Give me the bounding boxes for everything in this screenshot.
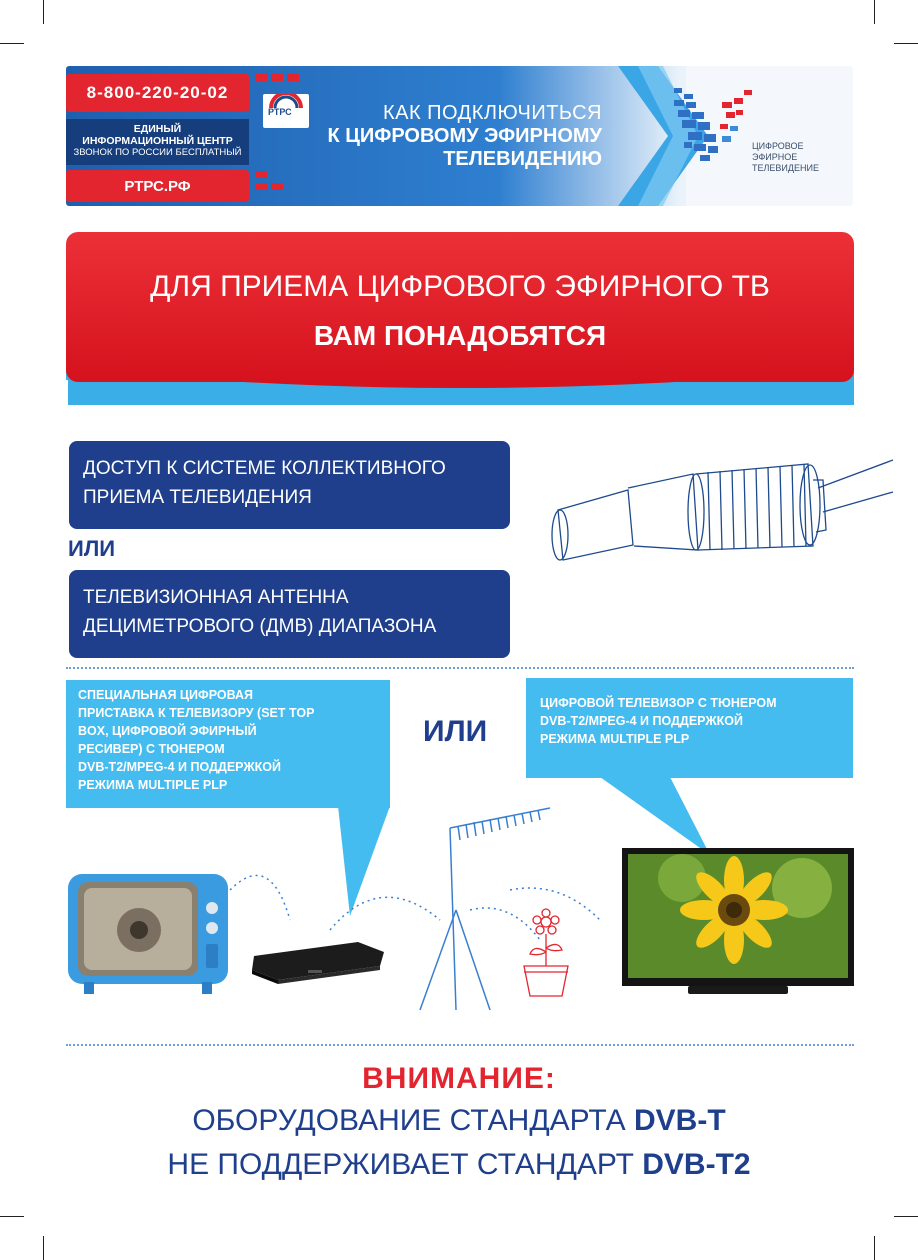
banner-line-2: ВАМ ПОНАДОБЯТСЯ bbox=[313, 320, 607, 351]
flower-pot-icon bbox=[516, 908, 576, 998]
option2-line-2: ДЕЦИМЕТРОВОГО (ДМВ) ДИАПАЗОНА bbox=[83, 616, 437, 637]
stb-line: РЕЖИМА MULTIPLE PLP bbox=[78, 778, 228, 792]
crop-mark bbox=[874, 0, 875, 24]
decor-square bbox=[287, 74, 299, 81]
divider-line bbox=[66, 1044, 854, 1046]
tv-callout-pointer bbox=[600, 777, 720, 857]
info-center-box bbox=[66, 119, 249, 165]
stb-description bbox=[66, 680, 390, 808]
option2-line-1: ТЕЛЕВИЗИОННАЯ АНТЕННА bbox=[83, 587, 349, 608]
crop-mark bbox=[0, 1216, 24, 1217]
warning-line-2-text: НЕ ПОДДЕРЖИВАЕТ СТАНДАРТ bbox=[167, 1148, 643, 1181]
tv-line: ЦИФРОВОЙ ТЕЛЕВИЗОР С ТЮНЕРОМ bbox=[540, 696, 777, 710]
cdtv-caption bbox=[752, 141, 819, 174]
info-line-2: ИНФОРМАЦИОННЫЙ ЦЕНТР bbox=[82, 135, 233, 147]
decor-square bbox=[255, 171, 267, 178]
header-title-line-2: К ЦИФРОВОМУ ЭФИРНОМУ bbox=[327, 125, 602, 147]
stb-line: DVB-T2/MPEG-4 И ПОДДЕРЖКОЙ bbox=[78, 760, 281, 774]
main-banner bbox=[66, 232, 854, 382]
cdtv-line-1: ЦИФРОВОЕ bbox=[752, 141, 804, 151]
or-label-1: ИЛИ bbox=[68, 536, 116, 561]
rtrs-logo-text: РТРС bbox=[268, 107, 292, 117]
tv-line: DVB-T2/MPEG-4 И ПОДДЕРЖКОЙ bbox=[540, 714, 743, 728]
warning-line-2-standard: DVB-T2 bbox=[642, 1148, 751, 1181]
option1-line-1: ДОСТУП К СИСТЕМЕ КОЛЛЕКТИВНОГО bbox=[83, 458, 446, 479]
header-banner bbox=[66, 66, 853, 206]
tv-line: РЕЖИМА MULTIPLE PLP bbox=[540, 732, 690, 746]
warning-line-1 bbox=[0, 1104, 918, 1138]
stb-line: ПРИСТАВКА К ТЕЛЕВИЗОРУ (SET TOP bbox=[78, 706, 315, 720]
website-link[interactable]: РТРС.РФ bbox=[66, 170, 249, 202]
header-title-line-1: КАК ПОДКЛЮЧИТЬСЯ bbox=[382, 102, 602, 124]
crop-mark bbox=[0, 43, 24, 44]
coax-connector-icon bbox=[548, 450, 898, 570]
warning-line-1-text: ОБОРУДОВАНИЕ СТАНДАРТА bbox=[192, 1104, 634, 1137]
header-title-line-3: ТЕЛЕВИДЕНИЮ bbox=[443, 148, 602, 170]
info-line-3: ЗВОНОК ПО РОССИИ БЕСПЛАТНЫЙ bbox=[73, 147, 242, 158]
divider-line bbox=[66, 667, 854, 669]
header-title bbox=[262, 102, 602, 171]
decor-square bbox=[271, 183, 283, 190]
option1-line-2: ПРИЕМА ТЕЛЕВИДЕНИЯ bbox=[83, 487, 312, 508]
option-collective-reception bbox=[69, 441, 510, 529]
or-label-2: ИЛИ bbox=[423, 715, 488, 748]
tv-description bbox=[526, 678, 853, 778]
crop-mark bbox=[43, 0, 44, 24]
cdtv-line-3: ТЕЛЕВИДЕНИЕ bbox=[752, 163, 819, 173]
crop-mark bbox=[894, 43, 918, 44]
crop-mark bbox=[43, 1236, 44, 1260]
crop-mark bbox=[874, 1236, 875, 1260]
stb-line: BOX, ЦИФРОВОЙ ЭФИРНЫЙ bbox=[78, 724, 257, 738]
cdtv-line-2: ЭФИРНОЕ bbox=[752, 152, 798, 162]
decor-square bbox=[255, 183, 267, 190]
decor-square bbox=[271, 74, 283, 81]
warning-line-1-standard: DVB-T bbox=[634, 1104, 726, 1137]
stb-line: СПЕЦИАЛЬНАЯ ЦИФРОВАЯ bbox=[78, 688, 254, 702]
warning-title: ВНИМАНИЕ: bbox=[362, 1062, 556, 1095]
warning-line-2 bbox=[0, 1148, 918, 1182]
info-line-1: ЕДИНЫЙ bbox=[133, 123, 182, 135]
banner-line-1: ДЛЯ ПРИЕМА ЦИФРОВОГО ЭФИРНОГО ТВ bbox=[150, 270, 770, 303]
option-uhf-antenna bbox=[69, 570, 510, 658]
flat-tv-icon bbox=[622, 848, 854, 996]
stb-line: РЕСИВЕР) С ТЮНЕРОМ bbox=[78, 742, 225, 756]
phone-number[interactable]: 8-800-220-20-02 bbox=[66, 74, 249, 112]
decor-square bbox=[255, 74, 267, 81]
crop-mark bbox=[894, 1216, 918, 1217]
